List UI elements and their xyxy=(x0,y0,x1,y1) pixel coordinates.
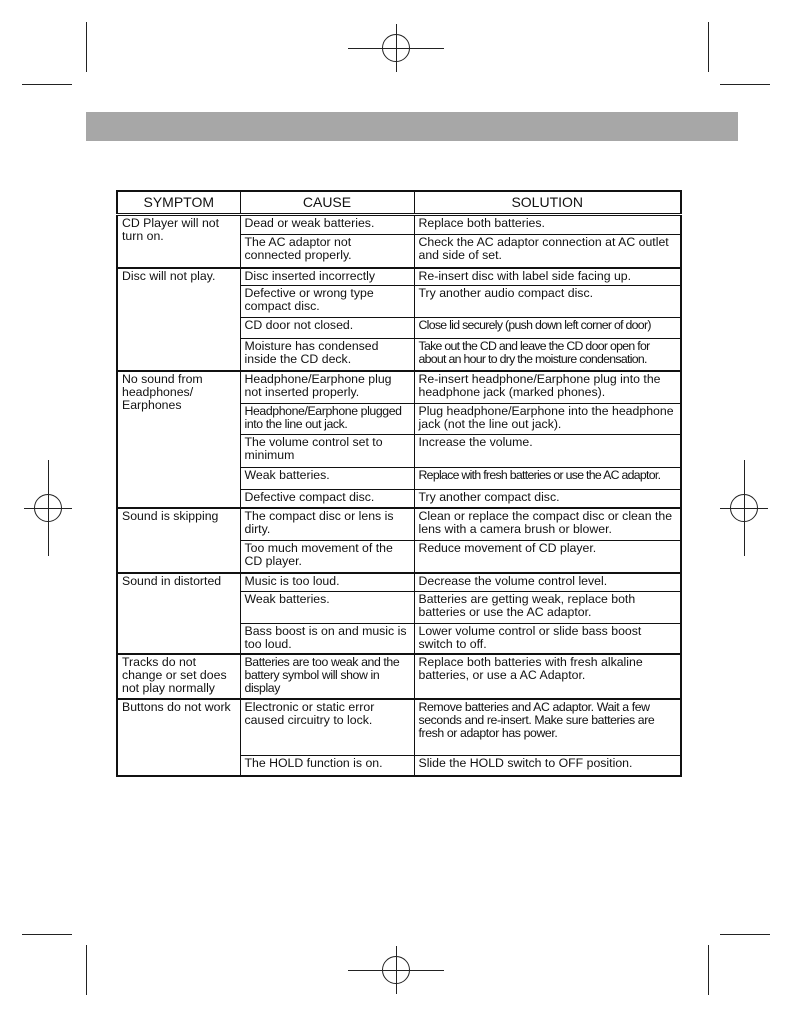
cause-cell: The volume control set to minimum xyxy=(240,435,414,468)
header-solution: SOLUTION xyxy=(414,191,681,215)
header-symptom: SYMPTOM xyxy=(117,191,240,215)
cause-cell: Weak batteries. xyxy=(240,468,414,490)
symptom-cell: No sound from headphones/ Earphones xyxy=(117,371,240,508)
section-header-bar xyxy=(86,112,738,141)
solution-cell: Clean or replace the compact disc or clean the lens with a camera brush or blower. xyxy=(414,508,681,541)
symptom-cell: Disc will not play. xyxy=(117,268,240,371)
cause-cell: Too much movement of the CD player. xyxy=(240,541,414,573)
solution-cell: Try another compact disc. xyxy=(414,490,681,508)
cause-cell: CD door not closed. xyxy=(240,318,414,339)
solution-cell: Re-insert disc with label side facing up. xyxy=(414,268,681,286)
solution-cell: Replace both batteries with fresh alkaline batteries, or use a AC Adaptor. xyxy=(414,654,681,699)
solution-cell: Check the AC adaptor connection at AC outlet and side of set. xyxy=(414,235,681,268)
table-row xyxy=(117,573,681,592)
symptom-cell: Sound in distorted xyxy=(117,573,240,654)
cause-cell: Bass boost is on and music is too loud. xyxy=(240,624,414,654)
cause-cell: Defective or wrong type compact disc. xyxy=(240,286,414,318)
solution-cell: Re-insert headphone/Earphone plug into the headphone jack (marked phones). xyxy=(414,371,681,404)
cause-cell: Headphone/Earphone plug not inserted properly. xyxy=(240,371,414,404)
cause-cell: Batteries are too weak and the battery symbol will show in display xyxy=(240,654,414,699)
troubleshooting-table xyxy=(116,190,682,777)
solution-cell: Replace both batteries. xyxy=(414,215,681,235)
cause-cell: Dead or weak batteries. xyxy=(240,215,414,235)
cause-cell: The compact disc or lens is dirty. xyxy=(240,508,414,541)
cause-cell: Disc inserted incorrectly xyxy=(240,268,414,286)
symptom-cell: CD Player will not turn on. xyxy=(117,215,240,268)
table-row xyxy=(117,371,681,404)
solution-cell: Replace with fresh batteries or use the AC adaptor. xyxy=(414,468,681,490)
cause-cell: Electronic or static error caused circuitry to lock. xyxy=(240,699,414,756)
table-row xyxy=(117,654,681,699)
solution-cell: Close lid securely (push down left corner of door) xyxy=(414,318,681,339)
table-row xyxy=(117,268,681,286)
cause-cell: Headphone/Earphone plugged into the line out jack. xyxy=(240,404,414,435)
solution-cell: Try another audio compact disc. xyxy=(414,286,681,318)
solution-cell: Lower volume control or slide bass boost switch to off. xyxy=(414,624,681,654)
cause-cell: Music is too loud. xyxy=(240,573,414,592)
solution-cell: Take out the CD and leave the CD door open for about an hour to dry the moisture condensation. xyxy=(414,339,681,371)
table-row xyxy=(117,215,681,235)
solution-cell: Plug headphone/Earphone into the headphone jack (not the line out jack). xyxy=(414,404,681,435)
solution-cell: Reduce movement of CD player. xyxy=(414,541,681,573)
table-row xyxy=(117,699,681,756)
cause-cell: The AC adaptor not connected properly. xyxy=(240,235,414,268)
cause-cell: Defective compact disc. xyxy=(240,490,414,508)
symptom-cell: Sound is skipping xyxy=(117,508,240,573)
solution-cell: Decrease the volume control level. xyxy=(414,573,681,592)
solution-cell: Slide the HOLD switch to OFF position. xyxy=(414,756,681,776)
symptom-cell: Tracks do not change or set does not play normally xyxy=(117,654,240,699)
cause-cell: Weak batteries. xyxy=(240,592,414,624)
solution-cell: Increase the volume. xyxy=(414,435,681,468)
solution-cell: Batteries are getting weak, replace both batteries or use the AC adaptor. xyxy=(414,592,681,624)
table-header-row xyxy=(117,191,681,215)
symptom-cell: Buttons do not work xyxy=(117,699,240,776)
solution-cell: Remove batteries and AC adaptor. Wait a few seconds and re-insert. Make sure batteries are fresh or adaptor has power. xyxy=(414,699,681,756)
header-cause: CAUSE xyxy=(240,191,414,215)
table-row xyxy=(117,508,681,541)
cause-cell: Moisture has condensed inside the CD deck. xyxy=(240,339,414,371)
cause-cell: The HOLD function is on. xyxy=(240,756,414,776)
